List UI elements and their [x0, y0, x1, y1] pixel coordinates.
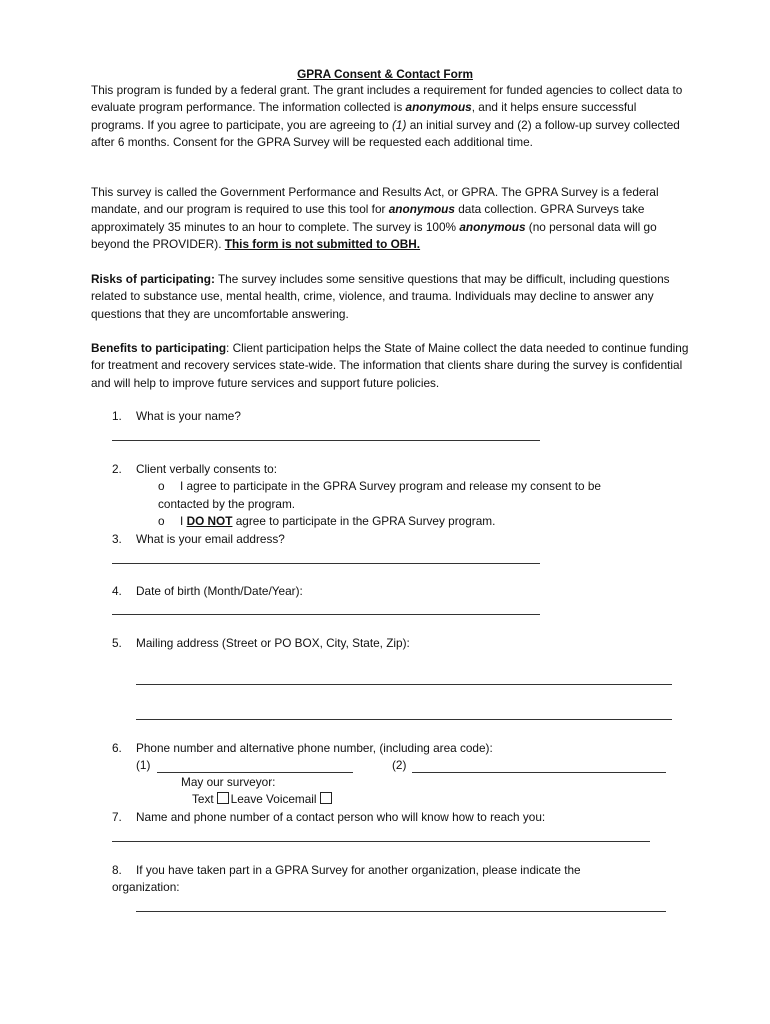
question-2 [112, 461, 277, 478]
intro-emphasis-anonymous: anonymous [405, 100, 472, 115]
question-text: Date of birth (Month/Date/Year): [136, 584, 303, 598]
option-text-do-not: DO NOT [186, 514, 233, 528]
option-text-post: agree to participate in the GPRA Survey program. [232, 514, 496, 528]
risks-label: Risks of participating: [91, 272, 215, 286]
not-submitted-notice: This form is not submitted to OBH. [224, 237, 421, 252]
question-number: 2. [112, 462, 122, 476]
question-text: What is your email address? [136, 532, 285, 546]
mailing-address-field-line-2[interactable] [136, 719, 672, 720]
option-text-pre: I [180, 514, 187, 528]
question-8-continued: organization: [112, 880, 180, 894]
consent-option-agree[interactable] [158, 478, 601, 495]
survey-text-2: data collection. GPRA Surveys take approximately 35 minutes to an hour to complete. The survey is 100% [91, 202, 645, 234]
intro-paragraph [91, 82, 691, 152]
intro-text-1: This program is funded by a federal grant. The grant includes a requirement for funded agencies to collect data to evaluate program performance. The information collected is [91, 83, 683, 115]
survey-text-1: This survey is called the Government Performance and Results Act, or GPRA. The GPRA Survey is a federal mandate, and our program is required to use this tool for [91, 185, 659, 217]
voicemail-option-label: Leave Voicemail [230, 792, 317, 806]
question-number: 8. [112, 863, 122, 877]
question-number: 6. [112, 741, 122, 755]
text-checkbox[interactable] [217, 792, 229, 804]
question-text: What is your name? [136, 409, 241, 423]
text-option-label: Text [192, 792, 214, 806]
intro-text-2: , and it helps ensure successful programs. If you agree to participate, you are agreeing to [91, 100, 637, 132]
consent-option-agree-continued: contacted by the program. [158, 497, 296, 511]
option-text: I agree to participate in the GPRA Survey program and release my consent to be [180, 479, 601, 493]
benefits-label: Benefits to participating [91, 341, 227, 355]
contact-preference-options [192, 791, 334, 808]
email-field[interactable] [112, 563, 540, 564]
benefits-text: : Client participation helps the State of Maine collect the data needed to continue funding for treatment and recovery services state-wide. The information that clients share during the survey is confidential and will help to improve future services and support future policies. [91, 341, 689, 390]
question-text: Phone number and alternative phone number, (including area code): [136, 741, 493, 755]
survey-text-3: (no personal data will go beyond the PROVIDER). [91, 219, 657, 252]
consent-option-decline[interactable] [158, 513, 495, 530]
risks-text: The survey includes some sensitive questions that may be difficult, including questions related to substance use, mental health, crime, violence, and trauma. Individuals may decline to answer any questions that they are uncomfortable answering. [91, 272, 670, 321]
question-number: 7. [112, 810, 122, 824]
voicemail-checkbox[interactable] [320, 792, 332, 804]
question-text: Client verbally consents to: [136, 462, 277, 476]
question-number: 3. [112, 532, 122, 546]
contact-person-field[interactable] [112, 841, 650, 842]
question-text: Mailing address (Street or PO BOX, City, State, Zip): [136, 636, 410, 650]
question-number: 4. [112, 584, 122, 598]
option-bullet: o [158, 479, 165, 493]
question-4 [112, 583, 303, 600]
survey-emphasis-anonymous-1: anonymous [388, 202, 455, 217]
surveyor-prompt: May our surveyor: [181, 775, 276, 789]
form-title: GPRA Consent & Contact Form [297, 67, 473, 81]
question-6 [112, 740, 493, 757]
question-text: Name and phone number of a contact person who will know how to reach you: [136, 810, 546, 824]
phone-2-field[interactable] [412, 772, 666, 773]
question-1 [112, 408, 241, 425]
option-bullet: o [158, 514, 165, 528]
question-number: 5. [112, 636, 122, 650]
intro-text-3: an initial survey and (2) a follow-up survey collected after 6 months. Consent for the GPRA Survey will be requested each additional time. [91, 117, 680, 150]
survey-emphasis-anonymous-2: anonymous [459, 219, 526, 234]
date-of-birth-field[interactable] [112, 614, 540, 615]
phone-1-field[interactable] [157, 772, 353, 773]
risks-paragraph [91, 271, 691, 323]
survey-paragraph [91, 184, 691, 254]
question-5 [112, 635, 410, 652]
question-number: 1. [112, 409, 122, 423]
question-3 [112, 531, 285, 548]
phone-2-label: (2) [392, 758, 407, 772]
phone-1-label: (1) [136, 758, 151, 772]
mailing-address-field-line-1[interactable] [136, 684, 672, 685]
name-field[interactable] [112, 440, 540, 441]
intro-emphasis-1: (1) [392, 117, 407, 132]
question-text: If you have taken part in a GPRA Survey for another organization, please indicate the [136, 863, 581, 877]
other-organization-field[interactable] [136, 911, 666, 912]
question-8 [112, 862, 581, 879]
question-7 [112, 809, 545, 826]
benefits-paragraph [91, 340, 691, 392]
